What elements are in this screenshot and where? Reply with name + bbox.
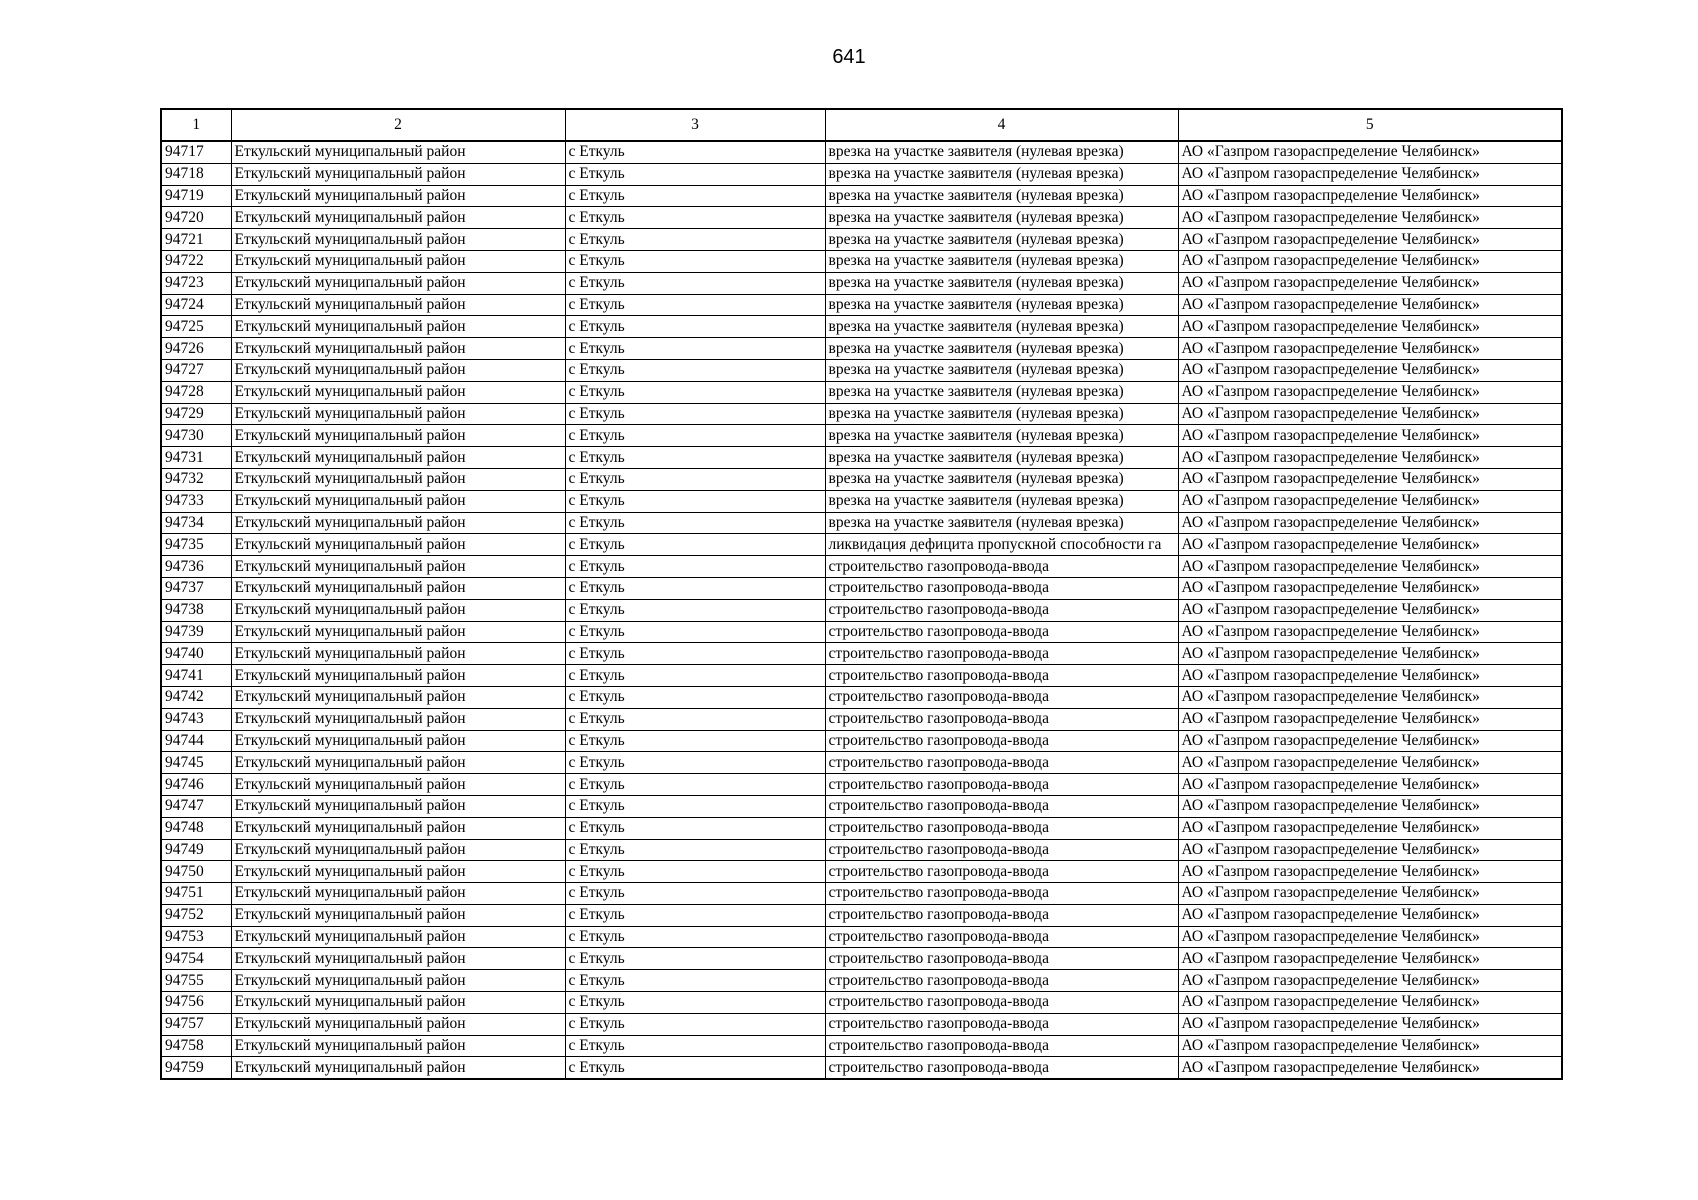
work-type-cell: врезка на участке заявителя (нулевая врезка) bbox=[825, 316, 1178, 338]
table-row bbox=[161, 250, 1562, 272]
table-row bbox=[161, 665, 1562, 687]
settlement-cell: с Еткуль bbox=[565, 185, 825, 207]
organization-cell: АО «Газпром газораспределение Челябинск» bbox=[1178, 512, 1562, 534]
header-row bbox=[161, 109, 1562, 141]
settlement-cell: с Еткуль bbox=[565, 1057, 825, 1079]
settlement-cell: с Еткуль bbox=[565, 970, 825, 992]
table-row bbox=[161, 468, 1562, 490]
table-row bbox=[161, 1035, 1562, 1057]
district-cell: Еткульский муниципальный район bbox=[231, 621, 565, 643]
organization-cell: АО «Газпром газораспределение Челябинск» bbox=[1178, 970, 1562, 992]
work-type-cell: врезка на участке заявителя (нулевая врезка) bbox=[825, 272, 1178, 294]
settlement-cell: с Еткуль bbox=[565, 468, 825, 490]
table-row bbox=[161, 141, 1562, 163]
table-row bbox=[161, 817, 1562, 839]
settlement-cell: с Еткуль bbox=[565, 229, 825, 251]
organization-cell: АО «Газпром газораспределение Челябинск» bbox=[1178, 621, 1562, 643]
table-row bbox=[161, 621, 1562, 643]
record-number-cell: 94743 bbox=[161, 708, 231, 730]
organization-cell: АО «Газпром газораспределение Челябинск» bbox=[1178, 316, 1562, 338]
organization-cell: АО «Газпром газораспределение Челябинск» bbox=[1178, 229, 1562, 251]
record-number-cell: 94727 bbox=[161, 359, 231, 381]
record-number-cell: 94742 bbox=[161, 686, 231, 708]
work-type-cell: строительство газопровода-ввода bbox=[825, 926, 1178, 948]
organization-cell: АО «Газпром газораспределение Челябинск» bbox=[1178, 294, 1562, 316]
work-type-cell: врезка на участке заявителя (нулевая врезка) bbox=[825, 359, 1178, 381]
settlement-cell: с Еткуль bbox=[565, 381, 825, 403]
district-cell: Еткульский муниципальный район bbox=[231, 359, 565, 381]
work-type-cell: врезка на участке заявителя (нулевая врезка) bbox=[825, 447, 1178, 469]
table-row bbox=[161, 425, 1562, 447]
organization-cell: АО «Газпром газораспределение Челябинск» bbox=[1178, 817, 1562, 839]
record-number-cell: 94718 bbox=[161, 163, 231, 185]
data-table bbox=[160, 108, 1563, 1080]
table-row bbox=[161, 207, 1562, 229]
table-body bbox=[161, 141, 1562, 1079]
table-row bbox=[161, 185, 1562, 207]
settlement-cell: с Еткуль bbox=[565, 730, 825, 752]
organization-cell: АО «Газпром газораспределение Челябинск» bbox=[1178, 534, 1562, 556]
header-cell-3: 3 bbox=[565, 109, 825, 141]
record-number-cell: 94726 bbox=[161, 338, 231, 360]
settlement-cell: с Еткуль bbox=[565, 795, 825, 817]
work-type-cell: строительство газопровода-ввода bbox=[825, 992, 1178, 1014]
settlement-cell: с Еткуль bbox=[565, 665, 825, 687]
work-type-cell: врезка на участке заявителя (нулевая врезка) bbox=[825, 185, 1178, 207]
settlement-cell: с Еткуль bbox=[565, 512, 825, 534]
organization-cell: АО «Газпром газораспределение Челябинск» bbox=[1178, 665, 1562, 687]
work-type-cell: строительство газопровода-ввода bbox=[825, 686, 1178, 708]
district-cell: Еткульский муниципальный район bbox=[231, 250, 565, 272]
work-type-cell: врезка на участке заявителя (нулевая врезка) bbox=[825, 490, 1178, 512]
header-cell-2: 2 bbox=[231, 109, 565, 141]
settlement-cell: с Еткуль bbox=[565, 752, 825, 774]
record-number-cell: 94747 bbox=[161, 795, 231, 817]
header-cell-1: 1 bbox=[161, 109, 231, 141]
organization-cell: АО «Газпром газораспределение Челябинск» bbox=[1178, 577, 1562, 599]
organization-cell: АО «Газпром газораспределение Челябинск» bbox=[1178, 359, 1562, 381]
work-type-cell: строительство газопровода-ввода bbox=[825, 883, 1178, 905]
organization-cell: АО «Газпром газораспределение Челябинск» bbox=[1178, 643, 1562, 665]
district-cell: Еткульский муниципальный район bbox=[231, 272, 565, 294]
table-row bbox=[161, 904, 1562, 926]
settlement-cell: с Еткуль bbox=[565, 272, 825, 294]
table-row bbox=[161, 229, 1562, 251]
organization-cell: АО «Газпром газораспределение Челябинск» bbox=[1178, 774, 1562, 796]
organization-cell: АО «Газпром газораспределение Челябинск» bbox=[1178, 338, 1562, 360]
settlement-cell: с Еткуль bbox=[565, 883, 825, 905]
table-row bbox=[161, 534, 1562, 556]
record-number-cell: 94753 bbox=[161, 926, 231, 948]
work-type-cell: врезка на участке заявителя (нулевая врезка) bbox=[825, 381, 1178, 403]
record-number-cell: 94749 bbox=[161, 839, 231, 861]
table-row bbox=[161, 730, 1562, 752]
table-row bbox=[161, 512, 1562, 534]
organization-cell: АО «Газпром газораспределение Челябинск» bbox=[1178, 861, 1562, 883]
table-row bbox=[161, 1013, 1562, 1035]
district-cell: Еткульский муниципальный район bbox=[231, 1057, 565, 1079]
record-number-cell: 94746 bbox=[161, 774, 231, 796]
district-cell: Еткульский муниципальный район bbox=[231, 708, 565, 730]
settlement-cell: с Еткуль bbox=[565, 599, 825, 621]
district-cell: Еткульский муниципальный район bbox=[231, 447, 565, 469]
district-cell: Еткульский муниципальный район bbox=[231, 294, 565, 316]
organization-cell: АО «Газпром газораспределение Челябинск» bbox=[1178, 185, 1562, 207]
work-type-cell: врезка на участке заявителя (нулевая врезка) bbox=[825, 403, 1178, 425]
district-cell: Еткульский муниципальный район bbox=[231, 512, 565, 534]
table-row bbox=[161, 338, 1562, 360]
settlement-cell: с Еткуль bbox=[565, 490, 825, 512]
record-number-cell: 94754 bbox=[161, 948, 231, 970]
district-cell: Еткульский муниципальный район bbox=[231, 970, 565, 992]
district-cell: Еткульский муниципальный район bbox=[231, 643, 565, 665]
table-row bbox=[161, 359, 1562, 381]
work-type-cell: строительство газопровода-ввода bbox=[825, 730, 1178, 752]
record-number-cell: 94731 bbox=[161, 447, 231, 469]
work-type-cell: строительство газопровода-ввода bbox=[825, 948, 1178, 970]
table-row bbox=[161, 447, 1562, 469]
record-number-cell: 94720 bbox=[161, 207, 231, 229]
settlement-cell: с Еткуль bbox=[565, 425, 825, 447]
organization-cell: АО «Газпром газораспределение Челябинск» bbox=[1178, 468, 1562, 490]
work-type-cell: врезка на участке заявителя (нулевая врезка) bbox=[825, 163, 1178, 185]
record-number-cell: 94739 bbox=[161, 621, 231, 643]
table-row bbox=[161, 577, 1562, 599]
settlement-cell: с Еткуль bbox=[565, 577, 825, 599]
settlement-cell: с Еткуль bbox=[565, 556, 825, 578]
organization-cell: АО «Газпром газораспределение Челябинск» bbox=[1178, 425, 1562, 447]
organization-cell: АО «Газпром газораспределение Челябинск» bbox=[1178, 403, 1562, 425]
settlement-cell: с Еткуль bbox=[565, 250, 825, 272]
record-number-cell: 94732 bbox=[161, 468, 231, 490]
organization-cell: АО «Газпром газораспределение Челябинск» bbox=[1178, 272, 1562, 294]
settlement-cell: с Еткуль bbox=[565, 1013, 825, 1035]
record-number-cell: 94735 bbox=[161, 534, 231, 556]
record-number-cell: 94725 bbox=[161, 316, 231, 338]
district-cell: Еткульский муниципальный район bbox=[231, 904, 565, 926]
settlement-cell: с Еткуль bbox=[565, 992, 825, 1014]
organization-cell: АО «Газпром газораспределение Челябинск» bbox=[1178, 926, 1562, 948]
table-row bbox=[161, 316, 1562, 338]
record-number-cell: 94719 bbox=[161, 185, 231, 207]
district-cell: Еткульский муниципальный район bbox=[231, 817, 565, 839]
organization-cell: АО «Газпром газораспределение Челябинск» bbox=[1178, 752, 1562, 774]
district-cell: Еткульский муниципальный район bbox=[231, 490, 565, 512]
settlement-cell: с Еткуль bbox=[565, 294, 825, 316]
record-number-cell: 94736 bbox=[161, 556, 231, 578]
record-number-cell: 94741 bbox=[161, 665, 231, 687]
work-type-cell: строительство газопровода-ввода bbox=[825, 795, 1178, 817]
work-type-cell: строительство газопровода-ввода bbox=[825, 861, 1178, 883]
organization-cell: АО «Газпром газораспределение Челябинск» bbox=[1178, 207, 1562, 229]
district-cell: Еткульский муниципальный район bbox=[231, 861, 565, 883]
table-row bbox=[161, 774, 1562, 796]
district-cell: Еткульский муниципальный район bbox=[231, 577, 565, 599]
page-number: 641 bbox=[832, 46, 866, 68]
record-number-cell: 94721 bbox=[161, 229, 231, 251]
organization-cell: АО «Газпром газораспределение Челябинск» bbox=[1178, 141, 1562, 163]
organization-cell: АО «Газпром газораспределение Челябинск» bbox=[1178, 1035, 1562, 1057]
organization-cell: АО «Газпром газораспределение Челябинск» bbox=[1178, 556, 1562, 578]
record-number-cell: 94722 bbox=[161, 250, 231, 272]
organization-cell: АО «Газпром газораспределение Челябинск» bbox=[1178, 447, 1562, 469]
organization-cell: АО «Газпром газораспределение Челябинск» bbox=[1178, 250, 1562, 272]
organization-cell: АО «Газпром газораспределение Челябинск» bbox=[1178, 795, 1562, 817]
settlement-cell: с Еткуль bbox=[565, 163, 825, 185]
record-number-cell: 94723 bbox=[161, 272, 231, 294]
table-row bbox=[161, 1057, 1562, 1079]
work-type-cell: врезка на участке заявителя (нулевая врезка) bbox=[825, 250, 1178, 272]
organization-cell: АО «Газпром газораспределение Челябинск» bbox=[1178, 381, 1562, 403]
table-row bbox=[161, 294, 1562, 316]
work-type-cell: врезка на участке заявителя (нулевая врезка) bbox=[825, 468, 1178, 490]
work-type-cell: строительство газопровода-ввода bbox=[825, 599, 1178, 621]
organization-cell: АО «Газпром газораспределение Челябинск» bbox=[1178, 883, 1562, 905]
district-cell: Еткульский муниципальный район bbox=[231, 948, 565, 970]
district-cell: Еткульский муниципальный район bbox=[231, 730, 565, 752]
table-row bbox=[161, 970, 1562, 992]
table-header bbox=[161, 109, 1562, 141]
work-type-cell: строительство газопровода-ввода bbox=[825, 970, 1178, 992]
work-type-cell: строительство газопровода-ввода bbox=[825, 643, 1178, 665]
work-type-cell: врезка на участке заявителя (нулевая врезка) bbox=[825, 294, 1178, 316]
work-type-cell: строительство газопровода-ввода bbox=[825, 665, 1178, 687]
table-row bbox=[161, 272, 1562, 294]
table-row bbox=[161, 752, 1562, 774]
settlement-cell: с Еткуль bbox=[565, 534, 825, 556]
table-row bbox=[161, 599, 1562, 621]
table-row bbox=[161, 686, 1562, 708]
organization-cell: АО «Газпром газораспределение Челябинск» bbox=[1178, 686, 1562, 708]
work-type-cell: строительство газопровода-ввода bbox=[825, 752, 1178, 774]
work-type-cell: строительство газопровода-ввода bbox=[825, 1013, 1178, 1035]
district-cell: Еткульский муниципальный район bbox=[231, 1035, 565, 1057]
district-cell: Еткульский муниципальный район bbox=[231, 926, 565, 948]
settlement-cell: с Еткуль bbox=[565, 774, 825, 796]
district-cell: Еткульский муниципальный район bbox=[231, 316, 565, 338]
table-row bbox=[161, 163, 1562, 185]
work-type-cell: врезка на участке заявителя (нулевая врезка) bbox=[825, 512, 1178, 534]
work-type-cell: ликвидация дефицита пропускной способности га bbox=[825, 534, 1178, 556]
work-type-cell: врезка на участке заявителя (нулевая врезка) bbox=[825, 141, 1178, 163]
district-cell: Еткульский муниципальный район bbox=[231, 425, 565, 447]
district-cell: Еткульский муниципальный район bbox=[231, 207, 565, 229]
record-number-cell: 94750 bbox=[161, 861, 231, 883]
district-cell: Еткульский муниципальный район bbox=[231, 468, 565, 490]
work-type-cell: строительство газопровода-ввода bbox=[825, 621, 1178, 643]
organization-cell: АО «Газпром газораспределение Челябинск» bbox=[1178, 1057, 1562, 1079]
district-cell: Еткульский муниципальный район bbox=[231, 163, 565, 185]
record-number-cell: 94737 bbox=[161, 577, 231, 599]
district-cell: Еткульский муниципальный район bbox=[231, 141, 565, 163]
work-type-cell: строительство газопровода-ввода bbox=[825, 577, 1178, 599]
district-cell: Еткульский муниципальный район bbox=[231, 403, 565, 425]
work-type-cell: строительство газопровода-ввода bbox=[825, 1035, 1178, 1057]
table-row bbox=[161, 795, 1562, 817]
record-number-cell: 94759 bbox=[161, 1057, 231, 1079]
district-cell: Еткульский муниципальный район bbox=[231, 752, 565, 774]
record-number-cell: 94724 bbox=[161, 294, 231, 316]
district-cell: Еткульский муниципальный район bbox=[231, 839, 565, 861]
organization-cell: АО «Газпром газораспределение Челябинск» bbox=[1178, 599, 1562, 621]
organization-cell: АО «Газпром газораспределение Челябинск» bbox=[1178, 490, 1562, 512]
table-row bbox=[161, 948, 1562, 970]
work-type-cell: строительство газопровода-ввода bbox=[825, 708, 1178, 730]
record-number-cell: 94738 bbox=[161, 599, 231, 621]
settlement-cell: с Еткуль bbox=[565, 904, 825, 926]
record-number-cell: 94729 bbox=[161, 403, 231, 425]
settlement-cell: с Еткуль bbox=[565, 207, 825, 229]
settlement-cell: с Еткуль bbox=[565, 839, 825, 861]
settlement-cell: с Еткуль bbox=[565, 643, 825, 665]
table-row bbox=[161, 708, 1562, 730]
district-cell: Еткульский муниципальный район bbox=[231, 686, 565, 708]
district-cell: Еткульский муниципальный район bbox=[231, 883, 565, 905]
district-cell: Еткульский муниципальный район bbox=[231, 229, 565, 251]
settlement-cell: с Еткуль bbox=[565, 359, 825, 381]
district-cell: Еткульский муниципальный район bbox=[231, 185, 565, 207]
table-row bbox=[161, 926, 1562, 948]
settlement-cell: с Еткуль bbox=[565, 141, 825, 163]
record-number-cell: 94734 bbox=[161, 512, 231, 534]
organization-cell: АО «Газпром газораспределение Челябинск» bbox=[1178, 708, 1562, 730]
table-row bbox=[161, 556, 1562, 578]
organization-cell: АО «Газпром газораспределение Челябинск» bbox=[1178, 839, 1562, 861]
table-row bbox=[161, 403, 1562, 425]
header-cell-4: 4 bbox=[825, 109, 1178, 141]
table-row bbox=[161, 643, 1562, 665]
record-number-cell: 94751 bbox=[161, 883, 231, 905]
organization-cell: АО «Газпром газораспределение Челябинск» bbox=[1178, 904, 1562, 926]
district-cell: Еткульский муниципальный район bbox=[231, 534, 565, 556]
settlement-cell: с Еткуль bbox=[565, 1035, 825, 1057]
settlement-cell: с Еткуль bbox=[565, 686, 825, 708]
district-cell: Еткульский муниципальный район bbox=[231, 381, 565, 403]
settlement-cell: с Еткуль bbox=[565, 708, 825, 730]
district-cell: Еткульский муниципальный район bbox=[231, 665, 565, 687]
work-type-cell: строительство газопровода-ввода bbox=[825, 774, 1178, 796]
district-cell: Еткульский муниципальный район bbox=[231, 556, 565, 578]
table-row bbox=[161, 490, 1562, 512]
settlement-cell: с Еткуль bbox=[565, 926, 825, 948]
district-cell: Еткульский муниципальный район bbox=[231, 599, 565, 621]
table-row bbox=[161, 883, 1562, 905]
organization-cell: АО «Газпром газораспределение Челябинск» bbox=[1178, 992, 1562, 1014]
settlement-cell: с Еткуль bbox=[565, 447, 825, 469]
settlement-cell: с Еткуль bbox=[565, 861, 825, 883]
record-number-cell: 94730 bbox=[161, 425, 231, 447]
header-cell-5: 5 bbox=[1178, 109, 1562, 141]
work-type-cell: врезка на участке заявителя (нулевая врезка) bbox=[825, 425, 1178, 447]
settlement-cell: с Еткуль bbox=[565, 316, 825, 338]
organization-cell: АО «Газпром газораспределение Челябинск» bbox=[1178, 948, 1562, 970]
district-cell: Еткульский муниципальный район bbox=[231, 795, 565, 817]
table-row bbox=[161, 381, 1562, 403]
record-number-cell: 94745 bbox=[161, 752, 231, 774]
settlement-cell: с Еткуль bbox=[565, 338, 825, 360]
work-type-cell: строительство газопровода-ввода bbox=[825, 1057, 1178, 1079]
settlement-cell: с Еткуль bbox=[565, 817, 825, 839]
record-number-cell: 94733 bbox=[161, 490, 231, 512]
record-number-cell: 94757 bbox=[161, 1013, 231, 1035]
record-number-cell: 94752 bbox=[161, 904, 231, 926]
table-row bbox=[161, 992, 1562, 1014]
district-cell: Еткульский муниципальный район bbox=[231, 338, 565, 360]
record-number-cell: 94758 bbox=[161, 1035, 231, 1057]
table-row bbox=[161, 839, 1562, 861]
work-type-cell: строительство газопровода-ввода bbox=[825, 817, 1178, 839]
district-cell: Еткульский муниципальный район bbox=[231, 774, 565, 796]
district-cell: Еткульский муниципальный район bbox=[231, 1013, 565, 1035]
record-number-cell: 94728 bbox=[161, 381, 231, 403]
work-type-cell: строительство газопровода-ввода bbox=[825, 556, 1178, 578]
record-number-cell: 94748 bbox=[161, 817, 231, 839]
record-number-cell: 94756 bbox=[161, 992, 231, 1014]
settlement-cell: с Еткуль bbox=[565, 948, 825, 970]
record-number-cell: 94717 bbox=[161, 141, 231, 163]
work-type-cell: врезка на участке заявителя (нулевая врезка) bbox=[825, 229, 1178, 251]
table-row bbox=[161, 861, 1562, 883]
work-type-cell: врезка на участке заявителя (нулевая врезка) bbox=[825, 338, 1178, 360]
work-type-cell: строительство газопровода-ввода bbox=[825, 904, 1178, 926]
settlement-cell: с Еткуль bbox=[565, 621, 825, 643]
work-type-cell: врезка на участке заявителя (нулевая врезка) bbox=[825, 207, 1178, 229]
record-number-cell: 94755 bbox=[161, 970, 231, 992]
record-number-cell: 94740 bbox=[161, 643, 231, 665]
organization-cell: АО «Газпром газораспределение Челябинск» bbox=[1178, 163, 1562, 185]
district-cell: Еткульский муниципальный район bbox=[231, 992, 565, 1014]
settlement-cell: с Еткуль bbox=[565, 403, 825, 425]
record-number-cell: 94744 bbox=[161, 730, 231, 752]
work-type-cell: строительство газопровода-ввода bbox=[825, 839, 1178, 861]
organization-cell: АО «Газпром газораспределение Челябинск» bbox=[1178, 1013, 1562, 1035]
organization-cell: АО «Газпром газораспределение Челябинск» bbox=[1178, 730, 1562, 752]
